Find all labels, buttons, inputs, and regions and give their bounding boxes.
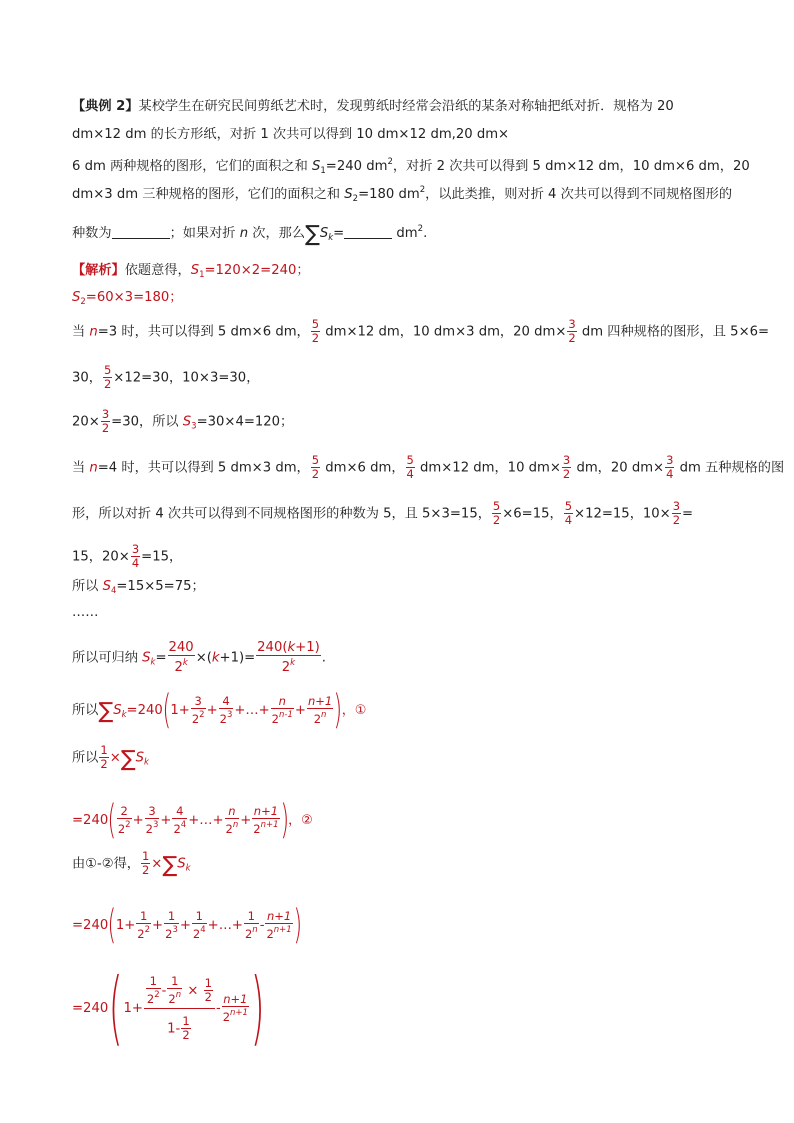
solution-line-2: $S_2=60\times 3=180$； [72,290,183,307]
sigma-symbol: ∑ [305,222,320,247]
problem-line-4: dm×3 dm 三种规格的图形，它们的面积之和 $S_2=180$ $dm^2$，以此类推，则对折 4 次共可以得到不同规格图形的 [72,185,733,204]
sum-equation-1: 所以$\sum S_k=240(1+$ $\frac{3}{2^2}$ + $\frac{4}{2^3}$ +…+ $\frac{n}{2^{n-1}}$ + $\frac{n+1}{2^n}$ )，① [72,687,367,733]
solution-line-1: 【解析】依题意得，$S_1=120\times 2=240$； [72,263,310,280]
solution-n4-line-3: 15，20× $\frac{3}{4}$ =15， [72,542,183,570]
problem-line-1: 【典例 2】某校学生在研究民间剪纸艺术时，发现剪纸时经常会沿纸的某条对称轴把纸对折．规格为 20 [72,99,674,114]
solution-n3-line-2: 30， $\frac{5}{2}$ ×12=30，10×3=30， [72,363,260,391]
general-formula-line: 所以可归纳 $S_k=$ $\frac{240}{2^k}$ ×(k+1)= $\frac{240(k+1)}{2^k}$ . [72,640,326,675]
geometric-sum-equation: =240(1+ $\frac{1}{2^2}$ - $\frac{1}{2^n}$ × $\frac{1}{2}$ 1- $\frac{1}{2}$ - $\frac{n+1}{2^{n+1}}$ ) [72,961,265,1054]
analysis-tag: 【解析】 [72,263,125,278]
half-sum-line: 所以 $\frac{1}{2}$ $\times\sum S_k$ [72,743,149,772]
answer-blank-2[interactable] [344,225,392,239]
solution-n3-line: 当 n=3 时，共可以得到 5 dm×6 dm， $\frac{5}{2}$ dm×12 dm，10 dm×3 dm，20 dm× $\frac{3}{2}$ dm 四种规格的图形，且 5×6= [72,317,770,345]
sigma-symbol: ∑ [98,699,114,724]
frac-5-2: $\frac{5}{2}$ [311,317,320,345]
problem-line-2: dm×12 dm 的长方形纸，对折 1 次共可以得到 10 dm×12 dm,20 dm× [72,127,510,142]
problem-line-3: 6 dm 两种规格的图形，它们的面积之和 $S_1=240$ $dm^2$，对折 2 次共可以得到 5 dm×12 dm，10 dm×6 dm，20 [72,157,750,176]
frac-3-2: $\frac{3}{2}$ [568,317,576,345]
big-fraction: $\frac{1}{2^2}$ - $\frac{1}{2^n}$ × $\frac{1}{2}$ 1- $\frac{1}{2}$ [144,975,215,1042]
solution-n3-line-3: 20× $\frac{3}{2}$ =30，所以 $S_3=30\times 4=120$； [72,407,294,435]
solution-s4-line: 所以 $S_4=15\times 5=75$； [72,579,205,596]
sum-equation-2: =240( $\frac{2}{2^2}$ + $\frac{3}{2^3}$ + $\frac{4}{2^4}$ +…+ $\frac{n}{2^n}$ + $\frac{n+1}{2^{n+1}}$ )，② [72,797,313,843]
solution-n4-line-2: 形，所以对折 4 次共可以得到不同规格图形的种数为 5，且 5×3=15， $\frac{5}{2}$ ×6=15， $\frac{5}{4}$ ×12=15，10× $\frac{3}{2}$ = [72,499,694,527]
example-tag: 【典例 2】 [72,99,139,114]
solution-n4-line: 当 n=4 时，共可以得到 5 dm×3 dm， $\frac{5}{2}$ dm×6 dm， $\frac{5}{4}$ dm×12 dm，10 dm× $\frac{3}{2}$ dm，20 dm× $\frac{3}{4}$ dm 五种规格的图 [72,453,785,481]
ellipsis-line: …… [72,605,99,620]
problem-line-5: 种数为 ；如果对折 n 次，那么$\sum S_k= dm^2$. [72,222,428,247]
answer-blank-1[interactable] [112,225,170,239]
difference-equation: =240(1+ $\frac{1}{2^2}$ + $\frac{1}{2^3}$ + $\frac{1}{2^4}$ +…+ $\frac{1}{2^n}$ - $\frac{n+1}{2^{n+1}}$ ) [72,902,302,948]
difference-line: 由①-②得， $\frac{1}{2}$ $\times\sum S_k$ [72,849,191,878]
